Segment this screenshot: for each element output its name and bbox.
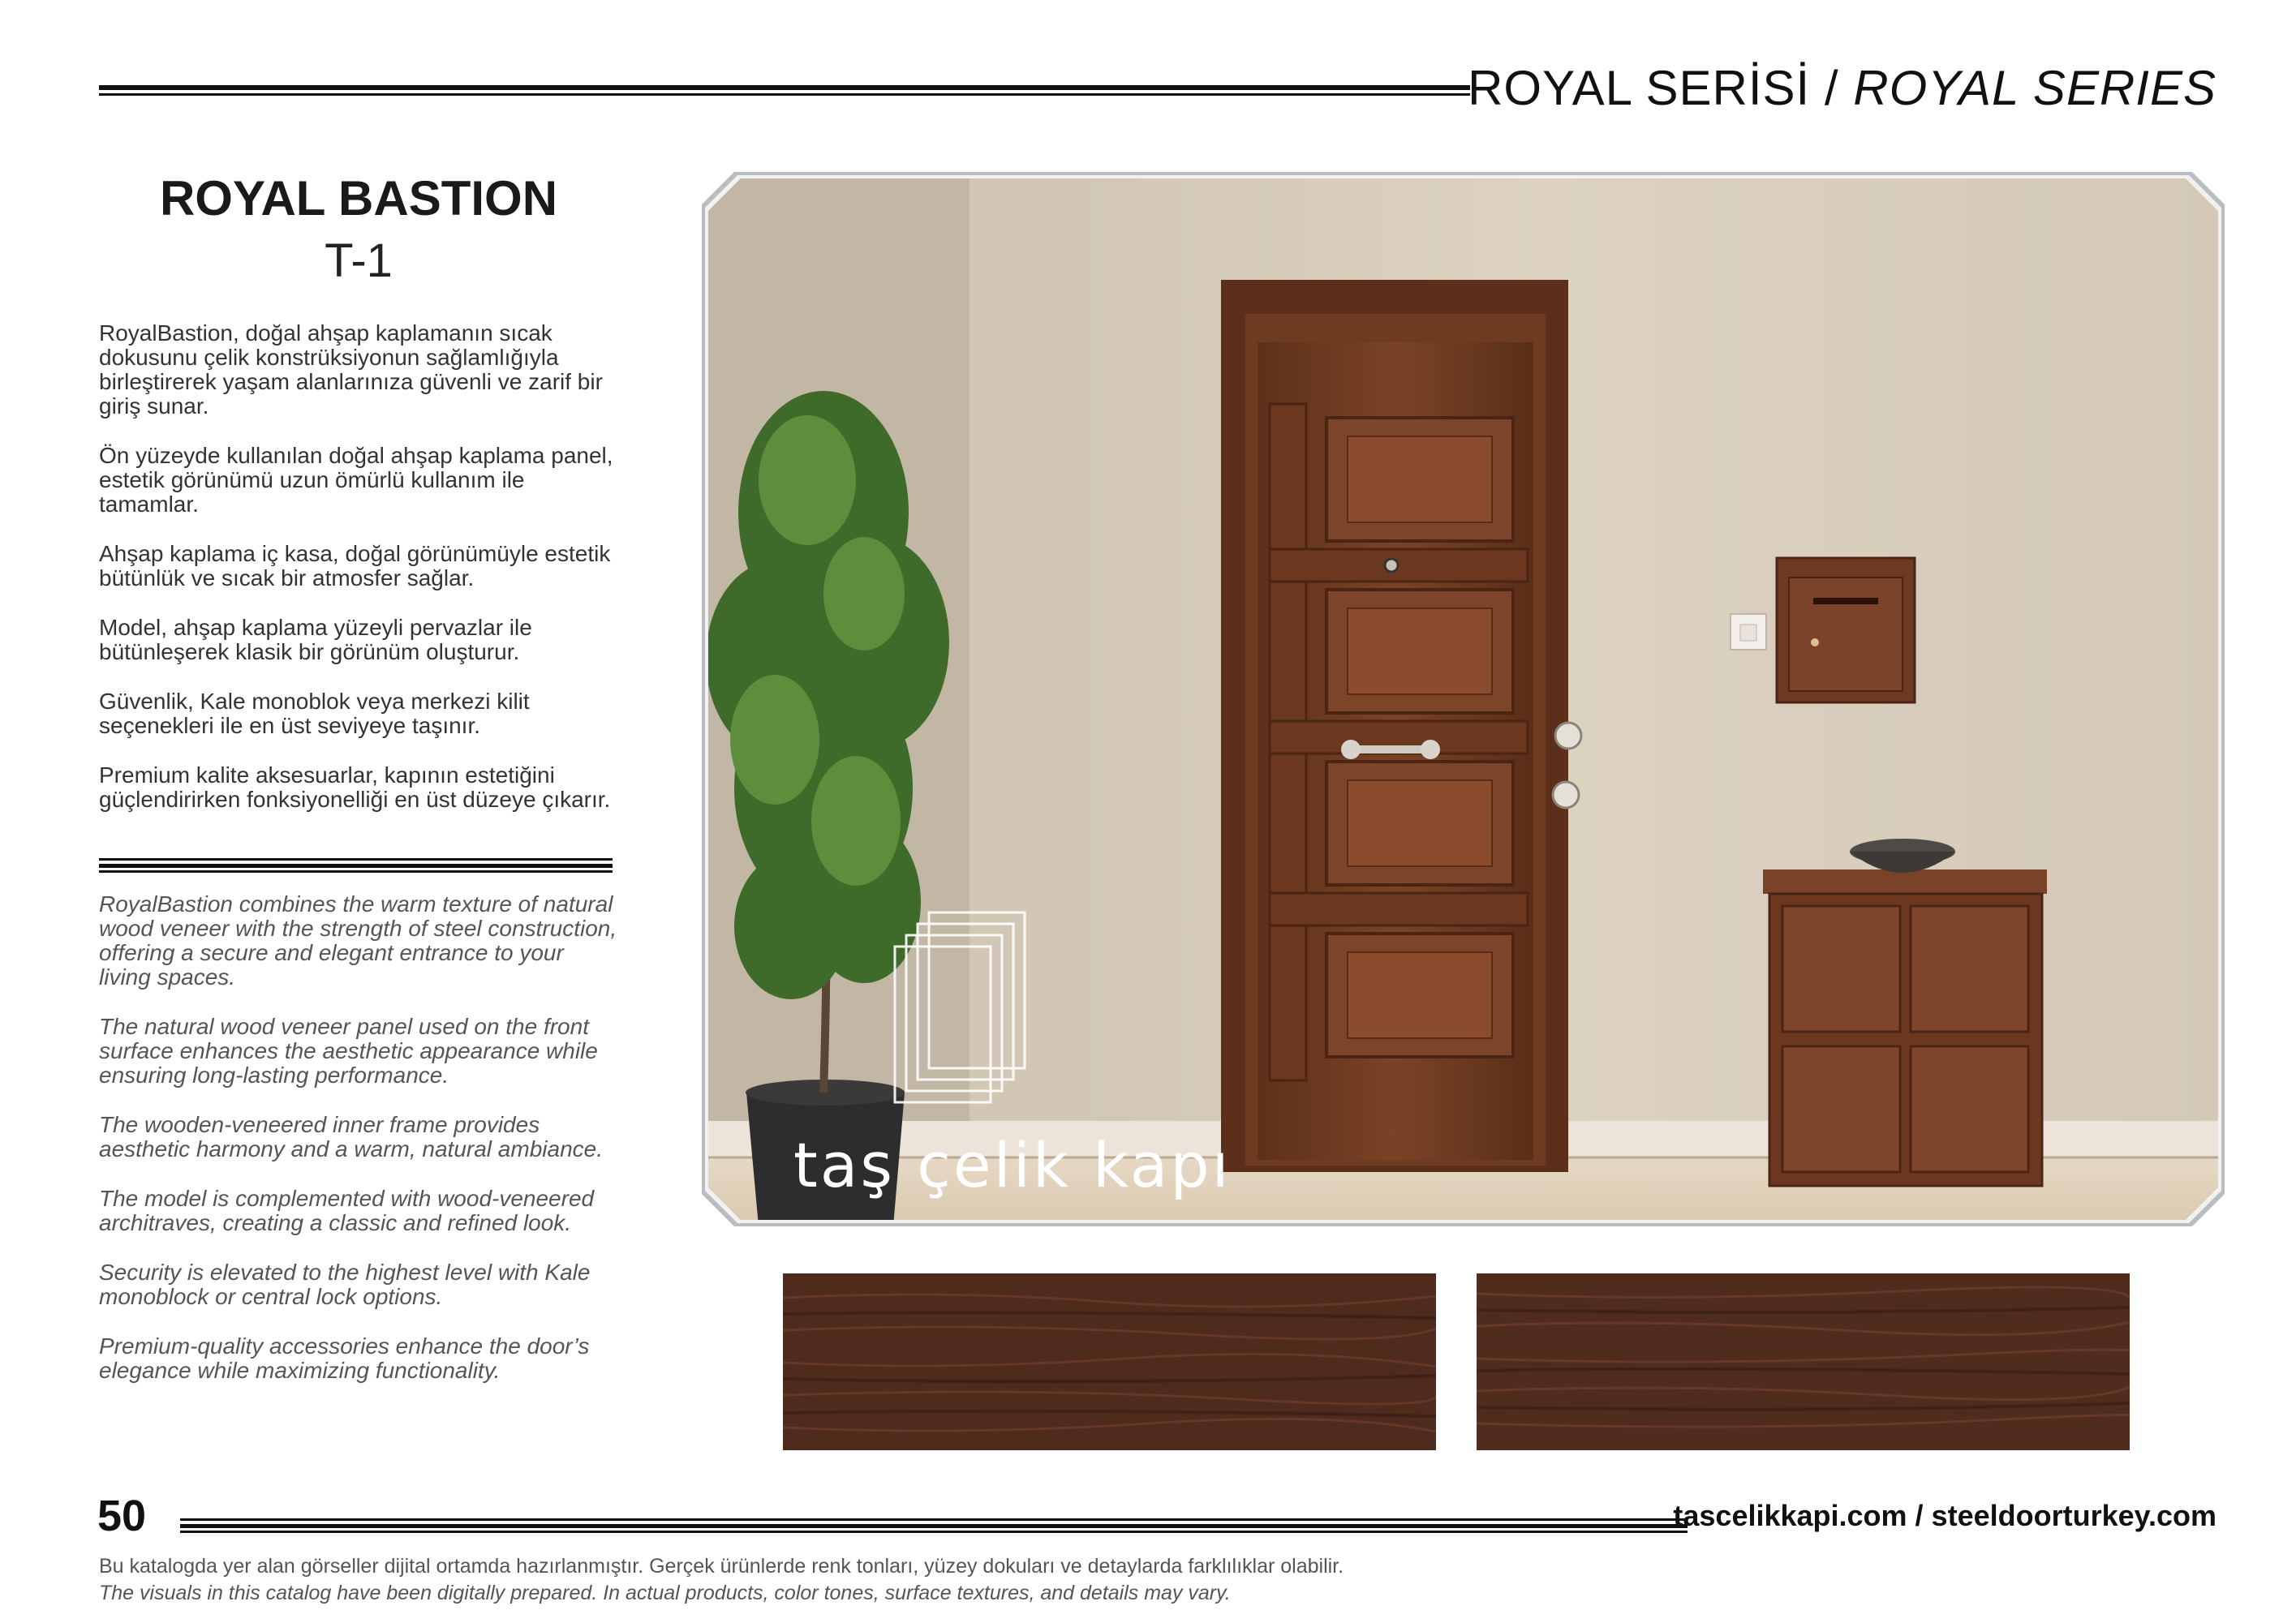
series-title-tr: ROYAL SERİSİ — [1468, 61, 1811, 115]
wood-swatch-2 — [1477, 1273, 2130, 1450]
disclaimer-en: The visuals in this catalog have been digitally prepared. In actual products, color tones, surface textures, and details may vary. — [99, 1582, 1231, 1604]
wood-swatch-1 — [783, 1273, 1436, 1450]
series-title-en: ROYAL SERIES — [1853, 61, 2216, 115]
footer-rule — [180, 1518, 1688, 1533]
header-rule — [99, 85, 1470, 98]
description-en-paragraph: Premium-quality accessories enhance the door’s elegance while maximizing functionality. — [99, 1333, 590, 1383]
description-en-paragraph: The model is complemented with wood-veneered architraves, creating a classic and refined look. — [99, 1186, 595, 1235]
series-title-separator: / — [1810, 61, 1854, 115]
brand-watermark: taş çelik kapı — [793, 1129, 1232, 1201]
series-title — [1468, 60, 2216, 116]
model-code: T-1 — [325, 234, 393, 287]
description-tr-paragraph: RoyalBastion, doğal ahşap kaplamanın sıcak dokusunu çelik konstrüksiyonun sağlamlığıyla birleştirerek yaşam alanlarınıza güvenli ve zarif bir giriş sunar. — [99, 320, 603, 419]
description-tr-paragraph: Ahşap kaplama iç kasa, doğal görünümüyle estetik bütünlük ve sıcak bir atmosfer sağlar. — [99, 541, 611, 590]
description-tr-paragraph: Güvenlik, Kale monoblok veya merkezi kilit seçenekleri ile en üst seviyeye taşınır. — [99, 689, 530, 738]
description-en-paragraph: Security is elevated to the highest level with Kale monoblock or central lock options. — [99, 1260, 591, 1309]
description-tr-paragraph: Premium kalite aksesuarlar, kapının estetiğini güçlendirirken fonksiyonelliği en üst düzeye çıkarır. — [99, 762, 611, 812]
description-tr-paragraph: Model, ahşap kaplama yüzeyli pervazlar ile bütünleşerek klasik bir görünüm oluşturur. — [99, 615, 532, 664]
product-photo — [702, 172, 2225, 1226]
website-link[interactable]: tascelikkapi.com / steeldoorturkey.com — [1673, 1499, 2216, 1532]
model-name: ROYAL BASTION — [159, 171, 558, 225]
description-en-paragraph: The natural wood veneer panel used on the front surface enhances the aesthetic appearance while ensuring long-lasting performance. — [99, 1014, 598, 1088]
disclaimer-tr: Bu katalogda yer alan görseller dijital ortamda hazırlanmıştır. Gerçek ürünlerde renk tonları, yüzey dokuları ve detaylarda farklılıklar olabilir. — [99, 1555, 1344, 1578]
description-en-paragraph: RoyalBastion combines the warm texture of natural wood veneer with the strength of steel construction, offering a secure and elegant entrance to your living spaces. — [99, 891, 617, 990]
section-divider — [99, 858, 613, 873]
description-tr — [99, 321, 618, 837]
description-en-paragraph: The wooden-veneered inner frame provides aesthetic harmony and a warm, natural ambiance. — [99, 1112, 603, 1161]
description-tr-paragraph: Ön yüzeyde kullanılan doğal ahşap kaplama panel, estetik görünümü uzun ömürlü kullanım ile tamamlar. — [99, 443, 613, 517]
page-number: 50 — [97, 1492, 147, 1540]
description-en — [99, 892, 618, 1408]
